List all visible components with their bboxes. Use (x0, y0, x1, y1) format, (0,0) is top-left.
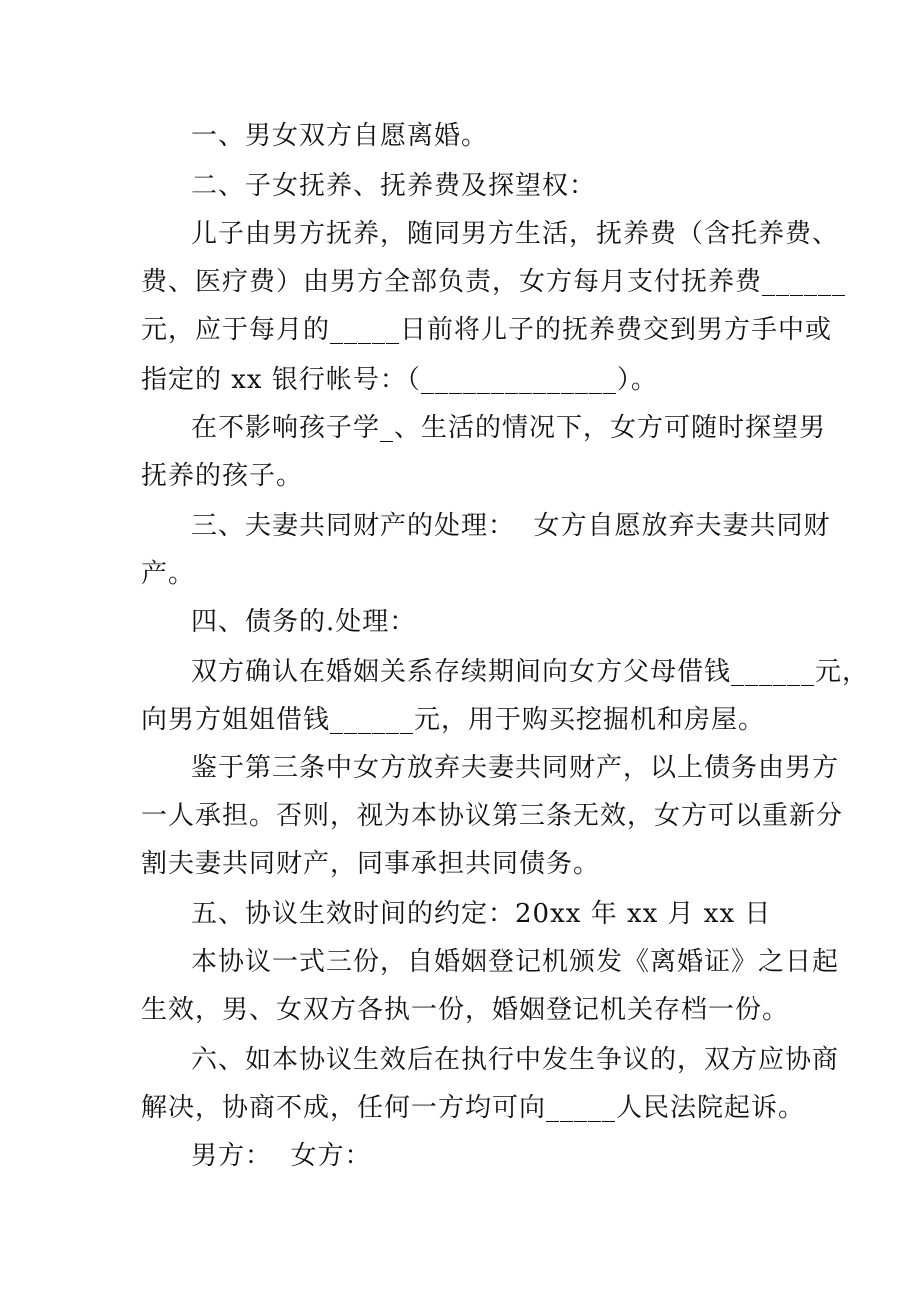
clause-3-heading: 三、夫妻共同财产的处理： 女方自愿放弃夫妻共同财 (191, 511, 831, 541)
copies-paragraph-line: 本协议一式三份，自婚姻登记机颁发《离婚证》之日起 (191, 947, 840, 977)
visitation-paragraph-line: 在不影响孩子学_、生活的情况下，女方可随时探望男 (191, 413, 827, 443)
debt-responsibility-line: 割夫妻共同财产，同事承担共同债务。 (141, 849, 601, 879)
custody-paragraph-line: 儿子由男方抚养，随同男方生活，抚养费（含托养费、 (191, 219, 840, 249)
debt-responsibility-line: 一人承担。否则，视为本协议第三条无效，女方可以重新分 (141, 801, 844, 831)
clause-4-heading: 四、债务的.处理： (191, 607, 417, 637)
clause-1-heading: 一、男女双方自愿离婚。 (191, 121, 489, 151)
debt-paragraph-line: 双方确认在婚姻关系存续期间向女方父母借钱______元， (191, 657, 870, 687)
custody-paragraph-line: 元，应于每月的_____日前将儿子的抚养费交到男方手中或 (141, 315, 833, 345)
debt-paragraph-line: 向男方姐姐借钱______元，用于购买挖掘机和房屋。 (141, 705, 766, 735)
clause-5-heading: 五、协议生效时间的约定：20xx 年 xx 月 xx 日 (191, 899, 772, 929)
visitation-paragraph-line: 抚养的孩子。 (141, 461, 304, 491)
debt-responsibility-line: 鉴于第三条中女方放弃夫妻共同财产，以上债务由男方 (191, 753, 840, 783)
custody-paragraph-line: 指定的 xx 银行帐号：（______________）。 (141, 365, 658, 395)
clause-6-heading: 六、如本协议生效后在执行中发生争议的，双方应协商 (191, 1045, 840, 1075)
dispute-paragraph-line: 解决，协商不成，任何一方均可向_____人民法院起诉。 (141, 1093, 806, 1123)
clause-3-continuation: 产。 (141, 559, 196, 589)
signature-line: 男方： 女方： (191, 1141, 372, 1171)
clause-2-heading: 二、子女抚养、抚养费及探望权： (191, 171, 597, 201)
copies-paragraph-line: 生效，男、女双方各执一份，婚姻登记机关存档一份。 (141, 995, 790, 1025)
custody-paragraph-line: 费、医疗费）由男方全部负责，女方每月支付抚养费______ (141, 267, 847, 297)
